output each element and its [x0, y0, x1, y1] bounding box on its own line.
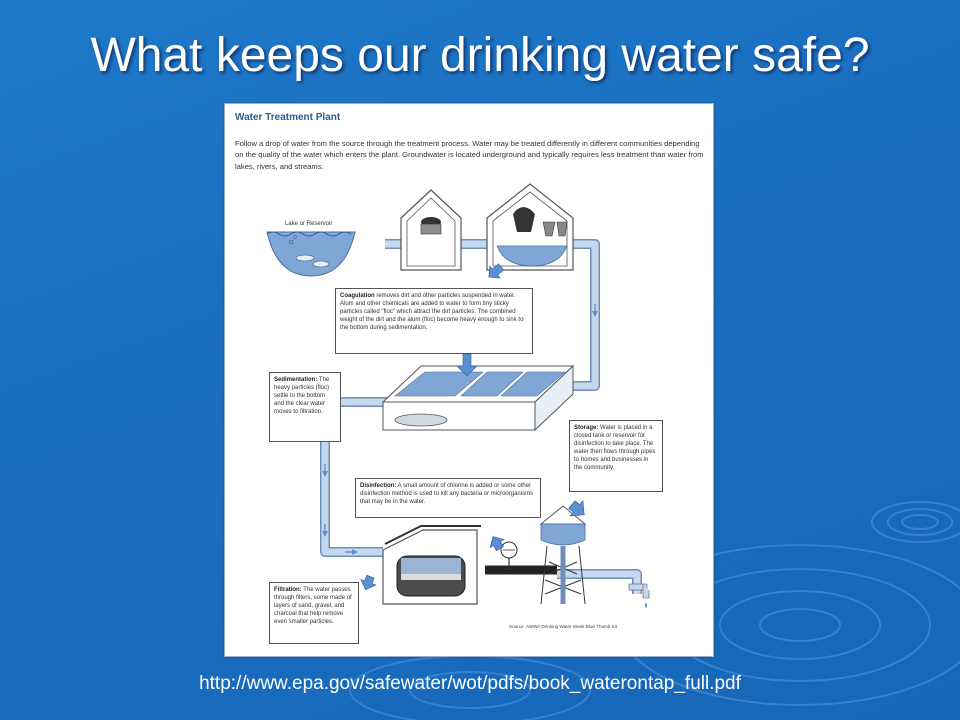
lake-reservoir — [267, 232, 355, 276]
callout-heading: Filtration: — [274, 587, 302, 593]
callout-text: A small amount of chlorine is added or some other disinfection method is used to kill any bacteria or microorganisms that may be in the water. — [360, 483, 534, 505]
filtration-building — [383, 526, 481, 604]
water-tower — [541, 506, 585, 604]
callout-text: removes dirt and other particles suspended in water. Alum and other chemicals are added to water to form tiny sticky particles called "floc" which attract the dirt particles. The combined weight of the dirt and the alum (floc) become heavy enough to sink to the bottom during sedimentation. — [340, 293, 524, 331]
faucet-icon — [629, 584, 649, 608]
water-treatment-figure — [224, 103, 714, 657]
callout-heading: Storage: — [574, 425, 599, 431]
callout-heading: Disinfection: — [360, 483, 397, 489]
callout-storage — [569, 420, 663, 492]
callout-text: Water is placed in a closed tank or reservoir for disinfection to take place. The water then flows through pipes to homes and businesses in the community. — [574, 425, 656, 471]
figure-intro: Follow a drop of water from the source through the treatment process. Water may be treated differently in different communities depending on the quality of the water which enters the plant. Groundwater is located underground and typically requires less treatment than water from lakes, rivers, and streams. — [235, 139, 704, 171]
source-credit: Source: AWWA Drinking Water Week Blue Thumb Kit — [509, 624, 618, 629]
callout-disinfection — [355, 478, 541, 518]
coagulation-house — [487, 184, 573, 270]
callout-sedimentation — [269, 372, 341, 442]
callout-coagulation — [335, 288, 533, 354]
slide-title: What keeps our drinking water safe? — [90, 29, 870, 82]
figure-title: Water Treatment Plant — [235, 112, 341, 123]
source-label: Lake or Reservoir — [285, 221, 333, 227]
sedimentation-basins — [383, 366, 573, 430]
source-url[interactable]: http://www.epa.gov/safewater/wot/pdfs/book_waterontap_full.pdf — [199, 673, 741, 694]
intake-house — [401, 190, 461, 270]
callout-heading: Sedimentation: — [274, 377, 318, 383]
callout-filtration — [269, 582, 359, 644]
callout-heading: Coagulation — [340, 293, 375, 299]
callout-text: The water passes through filters, some made of layers of sand, gravel, and charcoal that help remove even smaller particles. — [274, 587, 352, 625]
callout-text: The heavy particles (floc) settle to the bottom and the clear water moves to filtration. — [274, 377, 330, 415]
